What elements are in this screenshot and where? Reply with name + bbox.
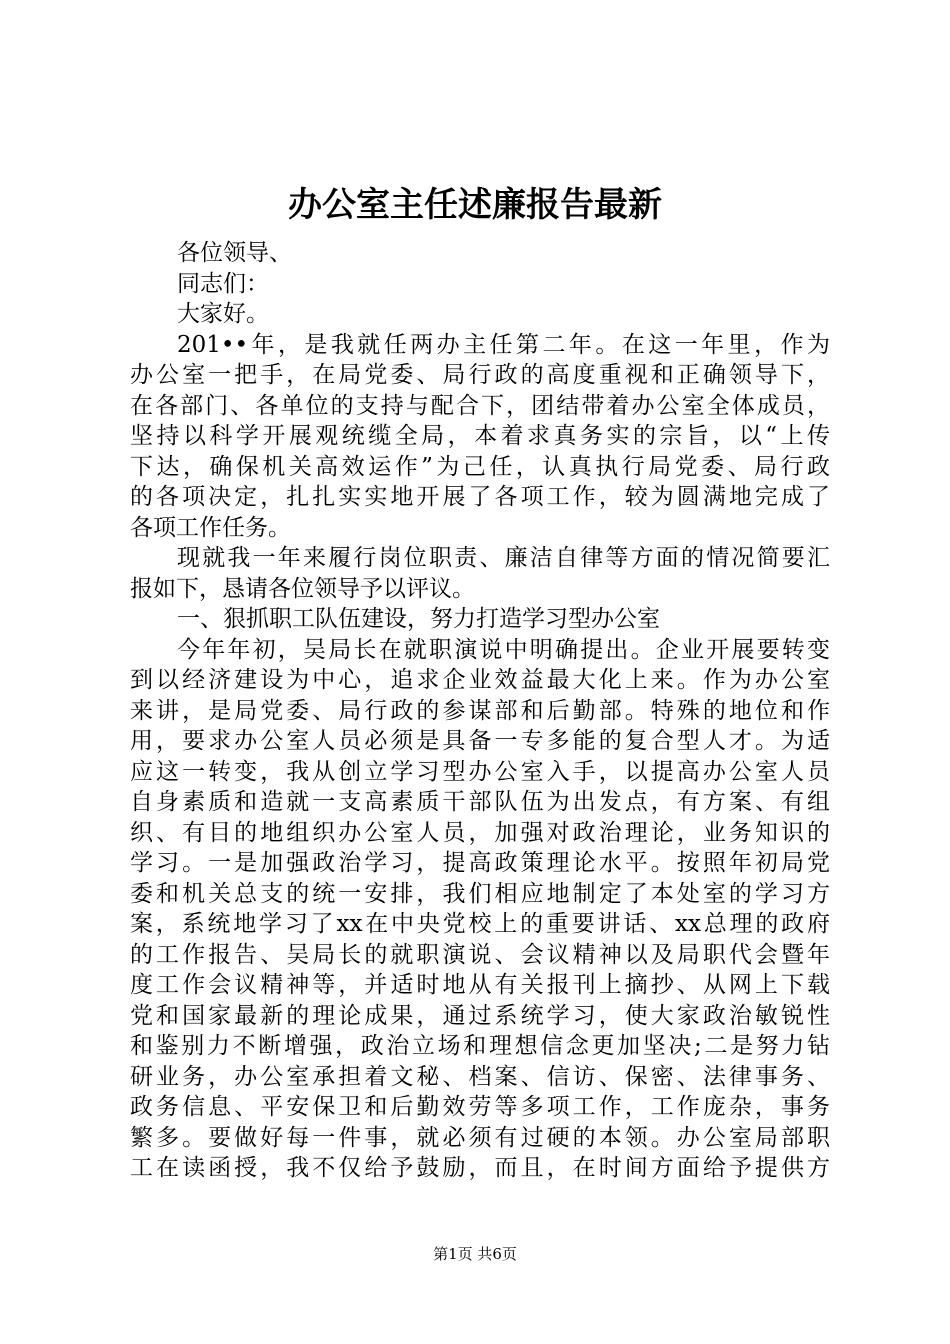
text-line: 用，要求办公室人员必须是具备一专多能的复合型人才。为适 — [130, 728, 830, 754]
text-line: 党和国家最新的理论成果，通过系统学习，使大家政治敏锐性 — [130, 1002, 830, 1029]
text-line: 的各项决定，扎扎实实地开展了各项工作，较为圆满地完成了 — [130, 484, 830, 510]
text-line: 办公室一把手，在局党委、局行政的高度重视和正确领导下， — [130, 362, 830, 388]
text-line: 委和机关总支的统一安排，我们相应地制定了本处室的学习方 — [130, 880, 830, 907]
text-line: 来讲，是局党委、局行政的参谋部和后勤部。特殊的地位和作 — [130, 697, 830, 724]
text-line: 坚持以科学开展观统缆全局，本着求真务实的宗旨，以“上传 — [130, 423, 830, 449]
text-line: 研业务，办公室承担着文秘、档案、信访、保密、法律事务、 — [130, 1063, 830, 1090]
text-line: 自身素质和造就一支高素质干部队伍为出发点，有方案、有组 — [130, 789, 830, 815]
text-line: 下达，确保机关高效运作”为己任，认真执行局党委、局行政 — [130, 453, 830, 480]
text-line: 报如下，恳请各位领导予以评议。 — [130, 575, 475, 602]
text-line: 的工作报告、吴局长的就职演说、会议精神以及局职代会暨年 — [130, 941, 830, 968]
text-line: 现就我一年来履行岗位职责、廉洁自律等方面的情况简要汇 — [177, 545, 830, 571]
text-line: 各项工作任务。 — [130, 514, 291, 541]
text-line: 度工作会议精神等，并适时地从有关报刊上摘抄、从网上下载 — [130, 972, 830, 998]
text-line: 工在读函授，我不仅给予鼓励，而且，在时间方面给予提供方 — [130, 1155, 830, 1181]
text-line: 各位领导、 — [177, 240, 292, 266]
text-line: 同志们： — [177, 270, 269, 297]
document-body — [130, 238, 830, 1184]
text-line: 应这一转变，我从创立学习型办公室入手，以提高办公室人员 — [130, 758, 830, 785]
text-line: 织、有目的地组织办公室人员，加强对政治理论，业务知识的 — [130, 819, 830, 846]
section-heading: 一、狠抓职工队伍建设，努力打造学习型办公室 — [177, 606, 660, 632]
text-line: 学习。一是加强政治学习，提高政策理论水平。按照年初局党 — [130, 850, 830, 876]
text-line: 到以经济建设为中心，追求企业效益最大化上来。作为办公室 — [130, 667, 830, 693]
text-line: 繁多。要做好每一件事，就必须有过硬的本领。办公室局部职 — [130, 1124, 830, 1151]
text-line: 201••年，是我就任两办主任第二年。在这一年里，作为 — [177, 331, 830, 358]
text-line: 大家好。 — [177, 301, 269, 327]
text-line: 在各部门、各单位的支持与配合下，团结带着办公室全体成员， — [130, 392, 830, 419]
document-title: 办公室主任述廉报告最新 — [288, 185, 662, 225]
text-line: 和鉴别力不断增强，政治立场和理想信念更加坚决;二是努力钻 — [130, 1033, 830, 1059]
text-line: 今年年初，吴局长在就职演说中明确提出。企业开展要转变 — [177, 636, 830, 663]
text-line: 政务信息、平安保卫和后勤效劳等多项工作，工作庞杂，事务 — [130, 1094, 830, 1120]
text-line: 案，系统地学习了xx在中央党校上的重要讲话、xx总理的政府 — [130, 911, 830, 937]
page-footer: 第1页 共6页 — [433, 1245, 517, 1263]
